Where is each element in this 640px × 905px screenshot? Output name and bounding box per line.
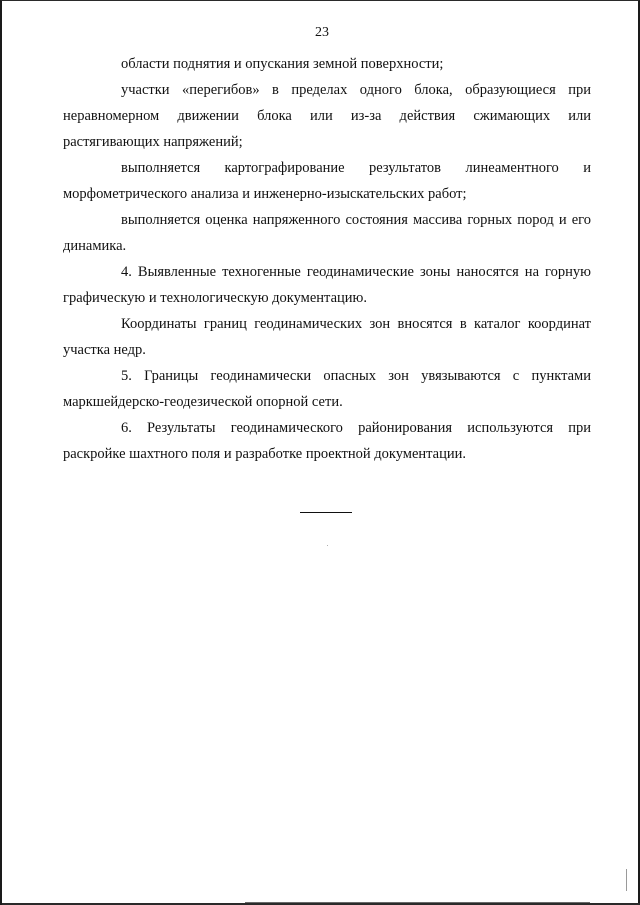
- paragraph: [63, 51, 591, 77]
- paragraph: [63, 155, 591, 207]
- document-body: [63, 51, 591, 467]
- text-line: морфометрического анализа и инженерно-изыскательских работ;: [63, 186, 467, 202]
- text-line: 5. Границы геодинамически опасных зон увязываются с пунктами: [121, 368, 591, 384]
- text-line: графическую и технологическую документацию.: [63, 290, 367, 306]
- text-line: 6. Результаты геодинамического районирования используются при: [121, 420, 591, 436]
- text-line: выполняется картографирование результатов линеаментного и: [121, 160, 591, 176]
- paragraph: [63, 363, 591, 415]
- paragraph: [63, 415, 591, 467]
- paragraph: [63, 77, 591, 155]
- text-line: области поднятия и опускания земной поверхности;: [121, 56, 444, 72]
- end-of-text-rule: [300, 512, 352, 513]
- text-line: участки «перегибов» в пределах одного блока, образующиеся при: [121, 82, 591, 98]
- paragraph: [63, 259, 591, 311]
- text-line: неравномерном движении блока или из-за действия сжимающих или: [63, 108, 591, 124]
- scan-edge-mark: [626, 869, 627, 891]
- text-line: маркшейдерско-геодезической опорной сети.: [63, 394, 343, 410]
- scan-speck: [327, 545, 328, 546]
- page-number: 23: [315, 25, 329, 40]
- text-line: раскройке шахтного поля и разработке проектной документации.: [63, 446, 467, 462]
- text-line: 4. Выявленные техногенные геодинамические зоны наносятся на горную: [121, 264, 591, 280]
- text-line: участка недр.: [63, 342, 146, 358]
- paragraph: [63, 311, 591, 363]
- text-line: растягивающих напряжений;: [63, 134, 243, 150]
- text-line: выполняется оценка напряженного состояния массива горных пород и его: [121, 212, 591, 228]
- text-line: динамика.: [63, 238, 127, 254]
- paragraph: [63, 207, 591, 259]
- text-line: Координаты границ геодинамических зон вносятся в каталог координат: [121, 316, 591, 332]
